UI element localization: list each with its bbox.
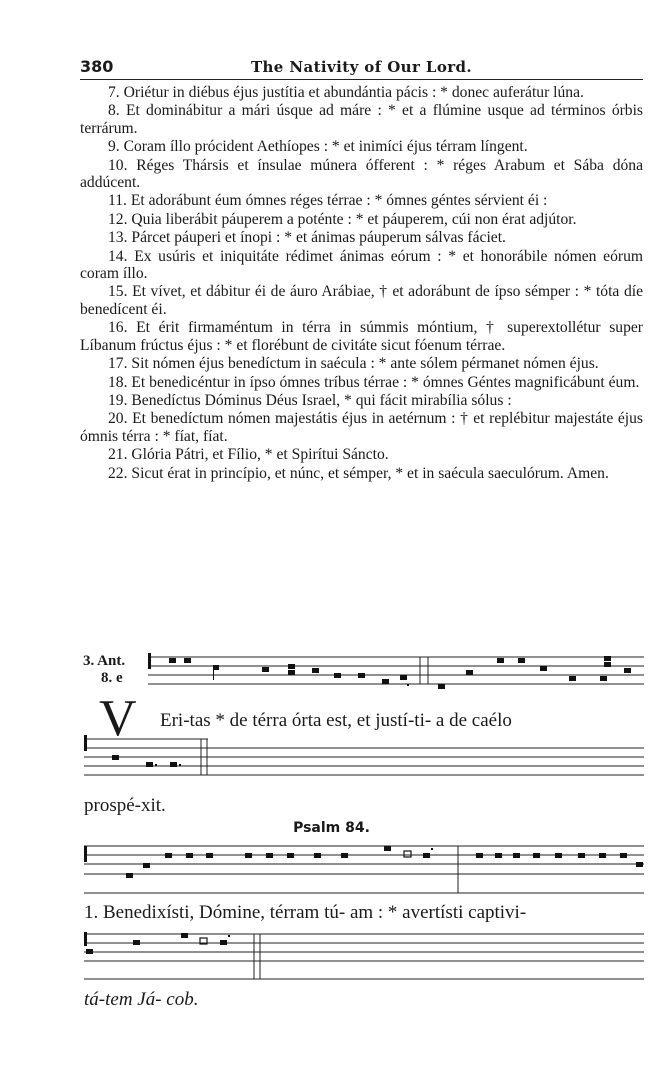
verse-number: 18. (108, 373, 128, 391)
verse-text: Sit nómen éjus benedíctum in saécula : * ante sólem pérmanet nómen éjus. (131, 355, 599, 373)
verse-number: 16. (108, 319, 128, 337)
verse-number: 17. (108, 355, 128, 373)
verse-text: Glória Pátri, et Fílio, * et Spirítui Sáncto. (131, 446, 389, 464)
antiphon-staff-2 (84, 739, 644, 775)
verse-text: Ex usúris et iniquitáte rédimet ánimas eórum : * et honorábile nómen eórum coram íllo. (80, 247, 643, 283)
verse-number: 10. (108, 156, 128, 174)
verse-text: Párcet páuperi et ínopi : * et ánimas páuperum sálvas fáciet. (131, 229, 506, 247)
verse-number: 15. (108, 283, 128, 301)
verse-text: Quia liberábit páuperem a poténte : * et páuperem, cúi non érat adjútor. (131, 210, 577, 228)
verse-text: Et vívet, et dábitur éi de áuro Arábiae, † et adorábunt de ípso sémper : * tóta díe benedícent éi. (80, 283, 643, 318)
running-title: The Nativity of Our Lord. (250, 58, 473, 76)
antiphon-text-1: Eri-tas * de térra órta est, et justí-ti- a de caélo (160, 710, 512, 731)
verse-number: 21. (108, 446, 128, 464)
verse-text: Et dominábitur a mári úsque ad máre : * et a flúmine usque ad términos órbis terrárum. (80, 102, 644, 137)
verse-text: Oriétur in diébus éjus justítia et abundántia pácis : * donec auferátur lúna. (123, 84, 584, 101)
verse-text: Coram íllo prócident Aethíopes : * et inimíci éjus térram língent. (123, 138, 528, 156)
psalm-text-1: 1. Benedixísti, Dómine, térram tú- am : * avertísti captivi- (84, 902, 527, 923)
verse-number: 22. (108, 464, 128, 482)
antiphon-initial: V (99, 690, 137, 747)
psalm-text-2: tá-tem Já- cob. (84, 989, 199, 1010)
page-number: 380 (80, 57, 114, 76)
verse-number: 11. (108, 192, 127, 210)
verse-number: 14. (108, 247, 128, 265)
antiphon-label-1: 3. Ant. (83, 653, 126, 669)
verse-text: Et adorábunt éum ómnes réges térrae : * ómnes géntes sérvient éi : (130, 192, 548, 210)
verse-number: 9. (108, 138, 120, 156)
verse-number: 20. (108, 410, 128, 428)
psalm-title: Psalm 84. (293, 820, 370, 836)
psalm-staff-2 (84, 934, 644, 979)
verse-number: 8. (108, 102, 120, 120)
verse-text: Et benedicéntur in ípso ómnes tríbus térrae : * ómnes Géntes magnificábunt éum. (131, 373, 640, 391)
verse-number: 13. (108, 229, 128, 247)
verse-number: 7. (108, 84, 120, 101)
verse-number: 12. (108, 210, 128, 228)
verse-text: Et benedíctum nómen majestátis éjus in aetérnum : † et replébitur majestáte éjus ómnis térra : * fíat, fíat. (80, 410, 643, 445)
verse-text: Et érit firmaméntum in térra in súmmis móntium, † superextollétur super Líbanum frúctus éjus : * et florébunt de civitáte sicut fóenum térrae. (80, 319, 643, 354)
verse-number: 19. (108, 391, 128, 409)
psalm-neumes-1 (84, 846, 643, 878)
verse-text: Sicut érat in princípio, et núnc, et sémper, * et in saécula saeculórum. Amen. (131, 464, 609, 482)
verse-text: Réges Thársis et ínsulae múnera ófferent : * réges Arabum et Sába dóna addúcent. (80, 156, 644, 192)
antiphon-label-2: 8. e (101, 670, 123, 686)
verse-text: Benedíctus Dóminus Déus Israel, * qui fácit mirabília sólus : (131, 391, 512, 409)
antiphon-text-2: prospé-xit. (84, 795, 166, 816)
